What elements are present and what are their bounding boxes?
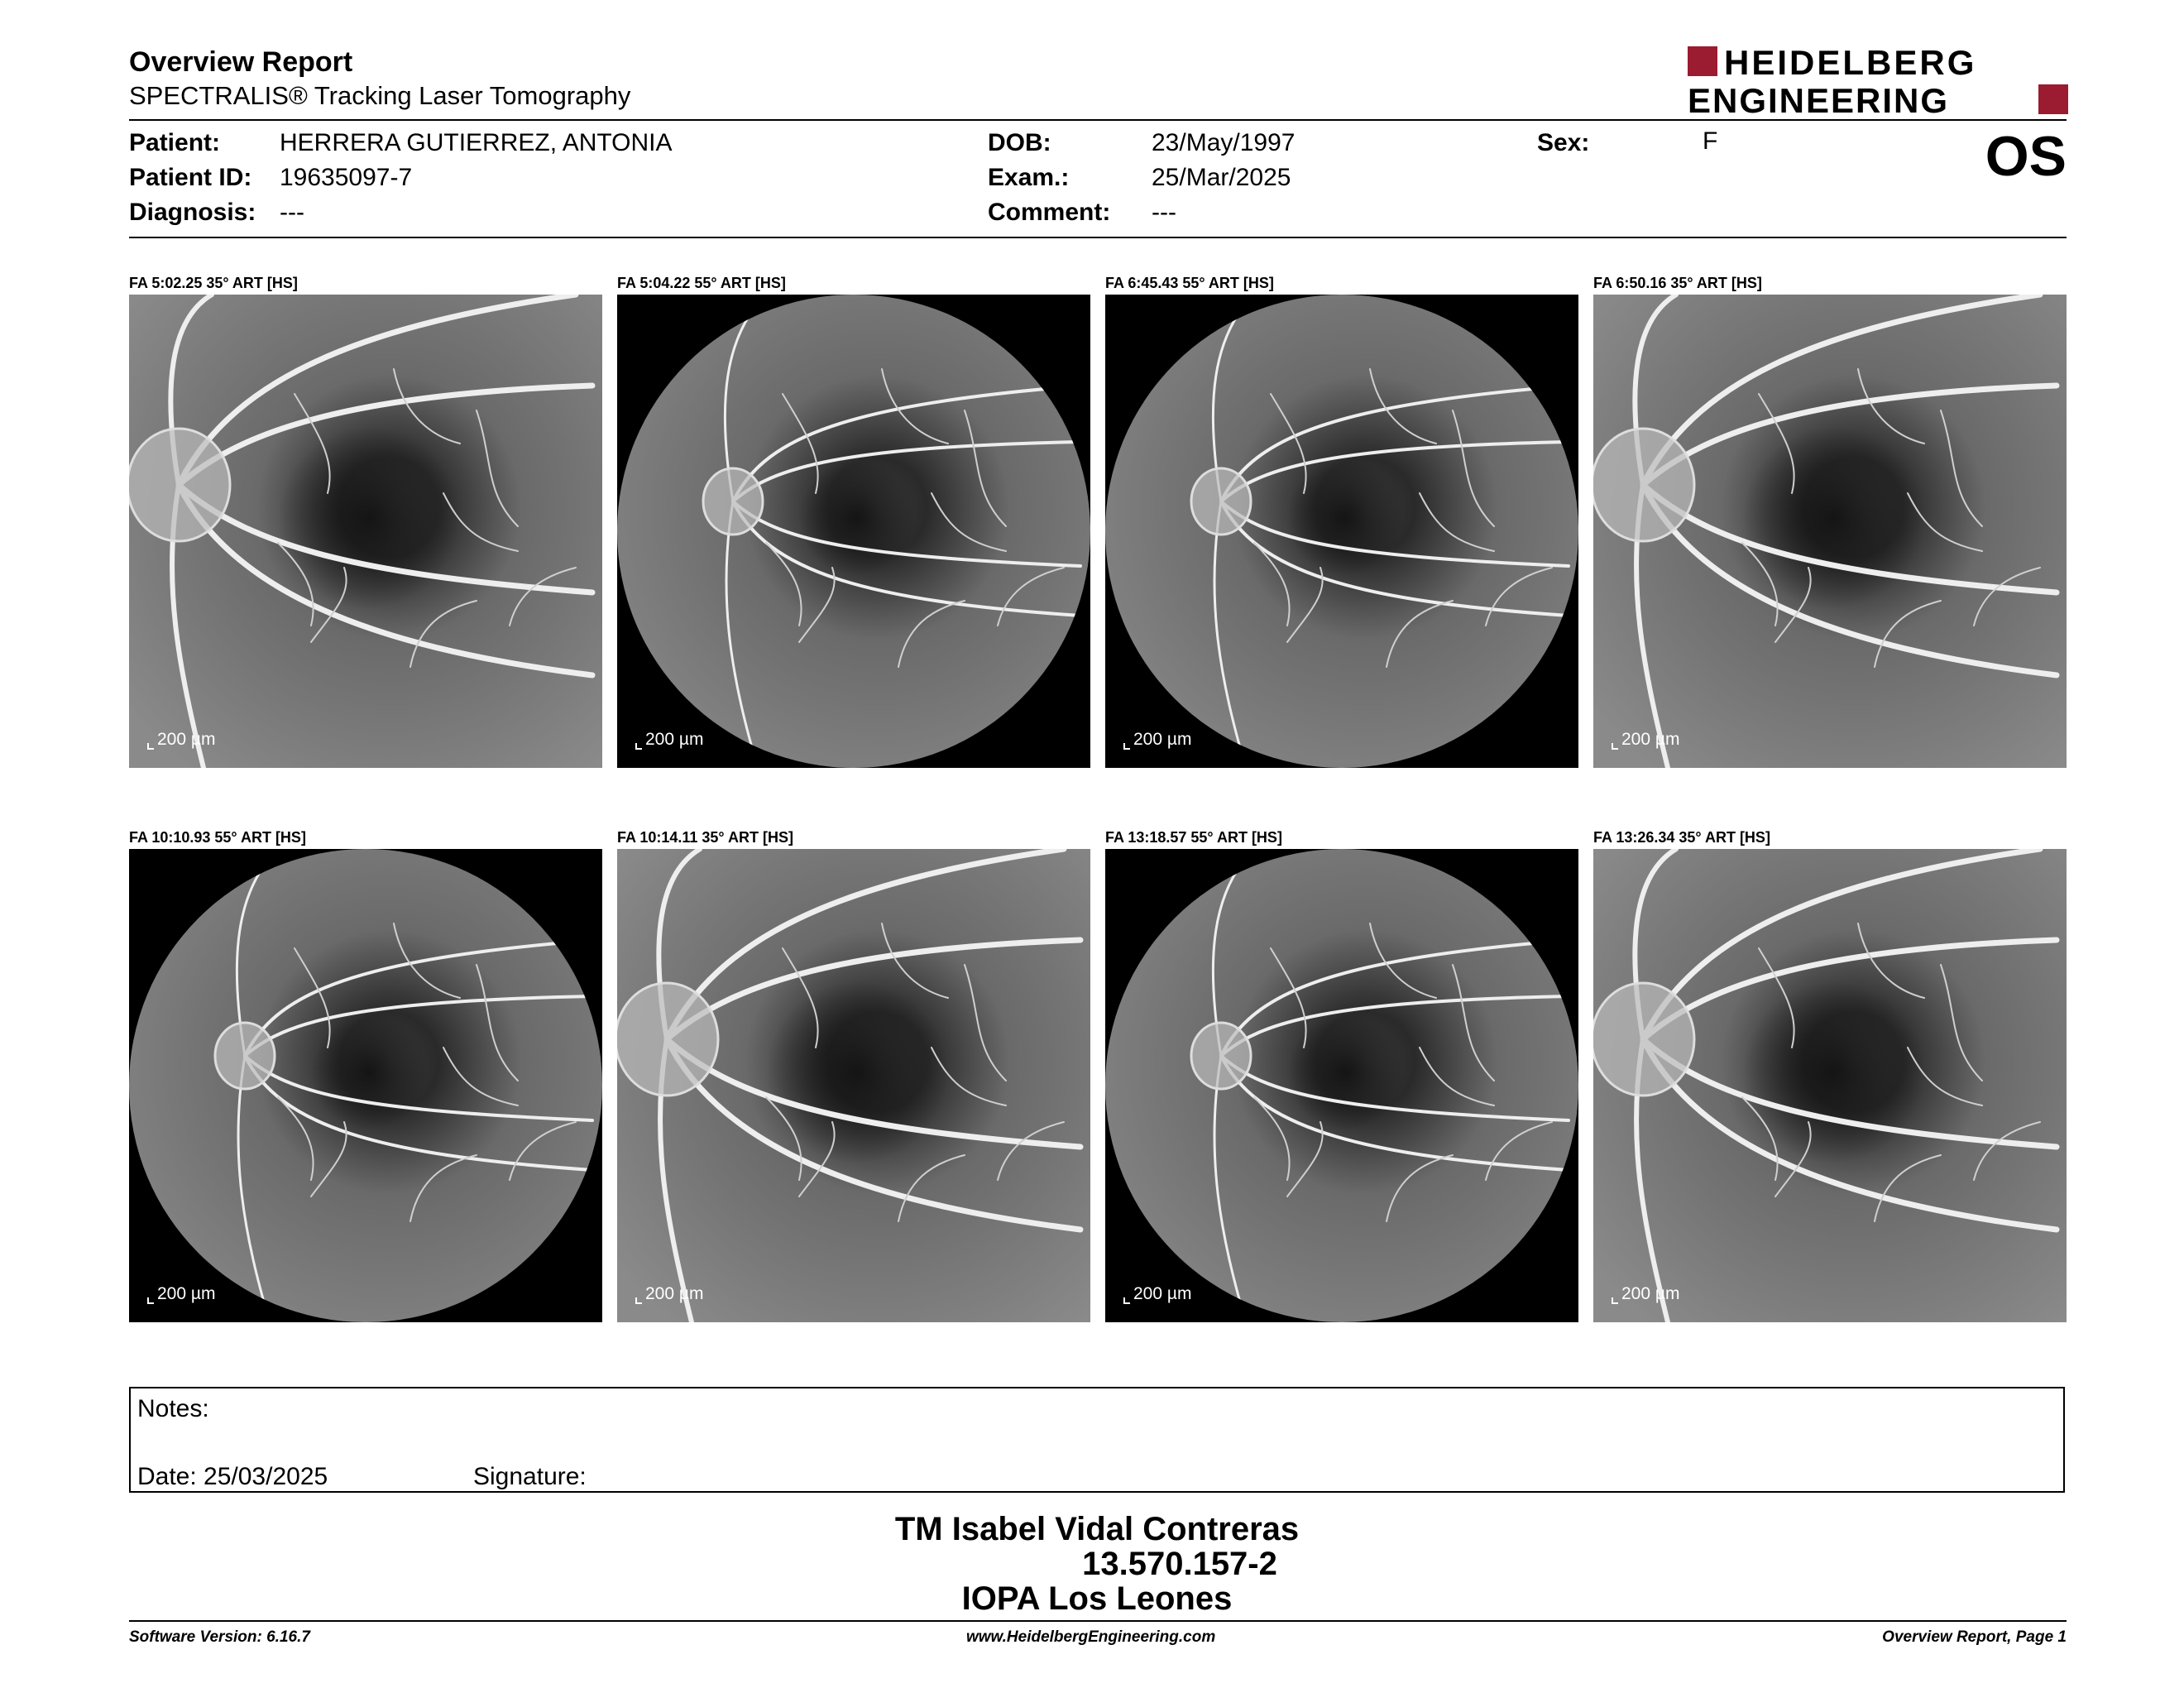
image-caption: FA 13:18.57 55° ART [HS] xyxy=(1105,829,1282,846)
scale-label: 200 µm xyxy=(645,730,704,749)
info-divider xyxy=(129,237,2067,238)
image-caption: FA 13:26.34 35° ART [HS] xyxy=(1593,829,1770,846)
scale-bar xyxy=(635,1284,703,1304)
scale-marker-icon xyxy=(147,743,154,750)
scale-bar xyxy=(147,730,215,750)
fundus-angiogram-image[interactable] xyxy=(1105,295,1578,768)
image-caption: FA 5:02.25 35° ART [HS] xyxy=(129,275,298,291)
scale-label: 200 µm xyxy=(645,1284,704,1303)
scale-bar xyxy=(147,1284,215,1304)
heidelberg-logo xyxy=(1688,45,2068,117)
sex-value: F xyxy=(1703,127,1718,155)
scale-bar xyxy=(1123,730,1191,750)
scale-marker-icon xyxy=(635,1297,642,1304)
scale-label: 200 µm xyxy=(157,1284,216,1303)
footer-divider xyxy=(129,1620,2067,1622)
scale-marker-icon xyxy=(635,743,642,750)
report-title: Overview Report xyxy=(129,46,353,78)
diagnosis-label: Diagnosis: xyxy=(129,199,256,226)
scale-marker-icon xyxy=(1612,1297,1618,1304)
scale-label: 200 µm xyxy=(1133,730,1192,749)
fundus-angiogram-image[interactable] xyxy=(129,295,602,768)
date-label: Date: 25/03/2025 xyxy=(137,1463,328,1490)
fundus-angiogram-image[interactable] xyxy=(129,849,602,1322)
scale-label: 200 µm xyxy=(157,730,216,749)
stamp-id: 13.570.157-2 xyxy=(1082,1546,1277,1582)
logo-line2: ENGINEERING xyxy=(1688,81,1950,117)
stamp-name: TM Isabel Vidal Contreras xyxy=(894,1511,1300,1547)
sex-label: Sex: xyxy=(1537,129,1590,156)
report-subtitle: SPECTRALIS® Tracking Laser Tomography xyxy=(129,81,631,110)
eye-indicator: OS xyxy=(1985,125,2067,188)
image-caption: FA 5:04.22 55° ART [HS] xyxy=(617,275,786,291)
scale-label: 200 µm xyxy=(1621,730,1680,749)
header-divider xyxy=(129,119,2067,121)
scale-bar xyxy=(1612,1284,1679,1304)
fundus-angiogram-image[interactable] xyxy=(1593,849,2067,1322)
scale-label: 200 µm xyxy=(1133,1284,1192,1303)
patient-name: HERRERA GUTIERREZ, ANTONIA xyxy=(280,129,673,156)
scale-marker-icon xyxy=(1123,743,1130,750)
scale-bar xyxy=(1123,1284,1191,1304)
comment-label: Comment: xyxy=(988,199,1111,226)
fundus-angiogram-image[interactable] xyxy=(617,849,1090,1322)
scale-bar xyxy=(635,730,703,750)
dob-label: DOB: xyxy=(988,129,1051,156)
exam-label: Exam.: xyxy=(988,164,1070,191)
image-caption: FA 10:14.11 35° ART [HS] xyxy=(617,829,793,846)
fundus-angiogram-image[interactable] xyxy=(1105,849,1578,1322)
image-caption: FA 10:10.93 55° ART [HS] xyxy=(129,829,306,846)
patient-label: Patient: xyxy=(129,129,221,156)
signature-label: Signature: xyxy=(473,1463,587,1490)
scale-label: 200 µm xyxy=(1621,1284,1680,1303)
website-link[interactable]: www.HeidelbergEngineering.com xyxy=(966,1628,1216,1646)
notes-box xyxy=(129,1387,2065,1493)
notes-label: Notes: xyxy=(137,1395,209,1422)
software-version: Software Version: 6.16.7 xyxy=(129,1628,310,1646)
fundus-angiogram-image[interactable] xyxy=(1593,295,2067,768)
scale-marker-icon xyxy=(1123,1297,1130,1304)
scale-marker-icon xyxy=(1612,743,1618,750)
diagnosis-value: --- xyxy=(280,199,304,226)
comment-value: --- xyxy=(1152,199,1176,226)
logo-line1: HEIDELBERG xyxy=(1724,45,1977,82)
scale-marker-icon xyxy=(147,1297,154,1304)
image-caption: FA 6:50.16 35° ART [HS] xyxy=(1593,275,1762,291)
image-caption: FA 6:45.43 55° ART [HS] xyxy=(1105,275,1274,291)
fundus-angiogram-image[interactable] xyxy=(617,295,1090,768)
stamp-institution: IOPA Los Leones xyxy=(961,1580,1233,1617)
scale-bar xyxy=(1612,730,1679,750)
patient-id-label: Patient ID: xyxy=(129,164,252,191)
patient-id: 19635097-7 xyxy=(280,164,413,191)
exam-value: 25/Mar/2025 xyxy=(1152,164,1291,191)
dob-value: 23/May/1997 xyxy=(1152,129,1296,156)
page-number: Overview Report, Page 1 xyxy=(1882,1628,2067,1646)
